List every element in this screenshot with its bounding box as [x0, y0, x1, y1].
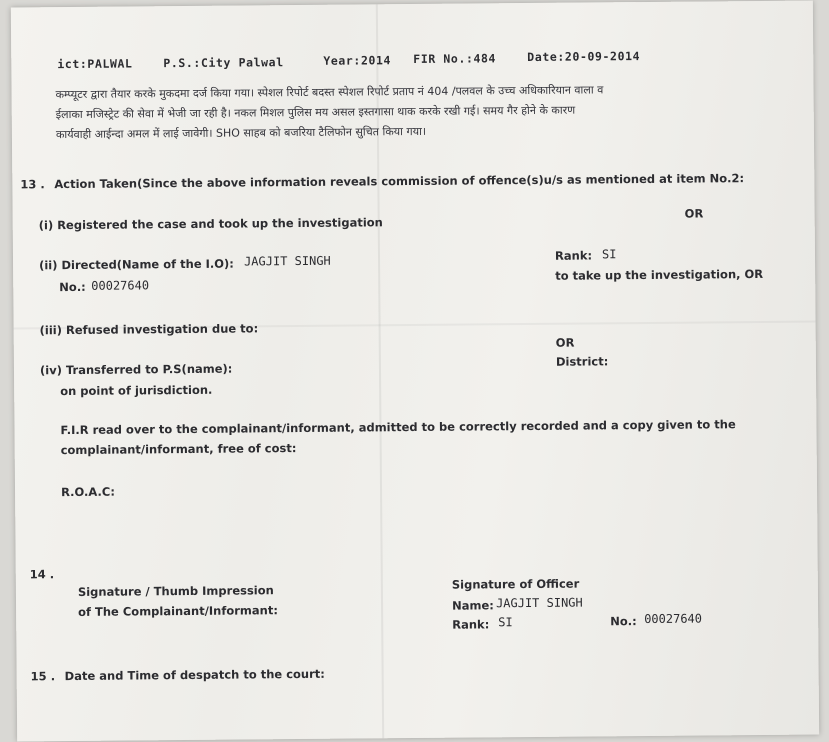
officer-rank-value: SI: [498, 615, 513, 630]
section-13-number: 13 .: [20, 177, 45, 192]
district-label: ict:PALWAL: [57, 56, 133, 72]
officer-name-label: Name:: [451, 598, 494, 613]
despatch-to-court-label: Date and Time of despatch to the court:: [64, 666, 325, 684]
fir-date-label: Date:20-09-2014: [527, 49, 641, 65]
rank-value: SI: [601, 247, 617, 262]
officer-signature-label: Signature of Officer: [451, 576, 580, 592]
section-13-heading: Action Taken(Since the above information reveals commission of offence(s)u/s as mentioned at item No.2:: [54, 171, 745, 192]
roac-label: R.O.A.C:: [60, 484, 115, 500]
complainant-signature-label-1: Signature / Thumb Impression: [77, 583, 274, 599]
fir-document-page: [11, 1, 819, 742]
or-label-1: OR: [684, 206, 704, 221]
police-station-label: P.S.:City Palwal: [163, 55, 284, 71]
district-field-label: District:: [555, 354, 609, 369]
item-refused-investigation: (iii) Refused investigation due to:: [39, 321, 259, 338]
take-up-investigation-text: to take up the investigation, OR: [555, 266, 764, 283]
complainant-signature-label-2: of The Complainant/Informant:: [78, 603, 278, 619]
or-label-2: OR: [555, 335, 575, 350]
jurisdiction-text: on point of jurisdiction.: [60, 382, 213, 399]
rank-label: Rank:: [554, 248, 593, 263]
hindi-text-line-3: कार्यवाही आईन्दा अमल में लाई जावेगी। SHO साहब को बजरिया टैलिफोन सुचित किया गया।: [55, 124, 427, 142]
io-number-value: 00027640: [91, 278, 150, 293]
item-transferred-ps: (iv) Transferred to P.S(name):: [39, 361, 233, 378]
fir-read-over-line-2: complainant/informant, free of cost:: [60, 441, 297, 458]
officer-name-value: JAGJIT SINGH: [495, 595, 583, 611]
officer-rank-label: Rank:: [452, 617, 490, 632]
io-number-label: No.:: [59, 279, 86, 295]
fir-number-label: FIR No.:484: [413, 51, 497, 67]
section-14-number: 14 .: [29, 567, 55, 582]
item-registered-case: (i) Registered the case and took up the investigation: [38, 215, 383, 233]
io-name-value: JAGJIT SINGH: [243, 253, 331, 269]
year-label: Year:2014: [323, 53, 392, 68]
officer-number-value: 00027640: [644, 611, 703, 627]
hindi-text-line-2: ईलाका मजिस्ट्रेट की सेवा में भेजी जा रही है। नकल मिशल पुलिस मय असल इस्तगासा थाक करके रखी गई। समय गैर होने के कारण: [55, 103, 576, 122]
section-15-number: 15 .: [30, 669, 56, 684]
item-directed-io: (ii) Directed(Name of the I.O):: [39, 256, 234, 273]
hindi-text-line-1: कम्प्यूटर द्वारा तैयार करके मुकदमा दर्ज किया गया। स्पेशल रिपोर्ट बदस्त स्पेशल रिपोर्ट प्रताप नं 404 /पलवल के उच्च अधिकारियान वाला व: [55, 83, 604, 102]
officer-number-label: No.:: [610, 614, 637, 629]
fir-read-over-line-1: F.I.R read over to the complainant/informant, admitted to be correctly recorded and a copy given to the: [60, 417, 736, 438]
